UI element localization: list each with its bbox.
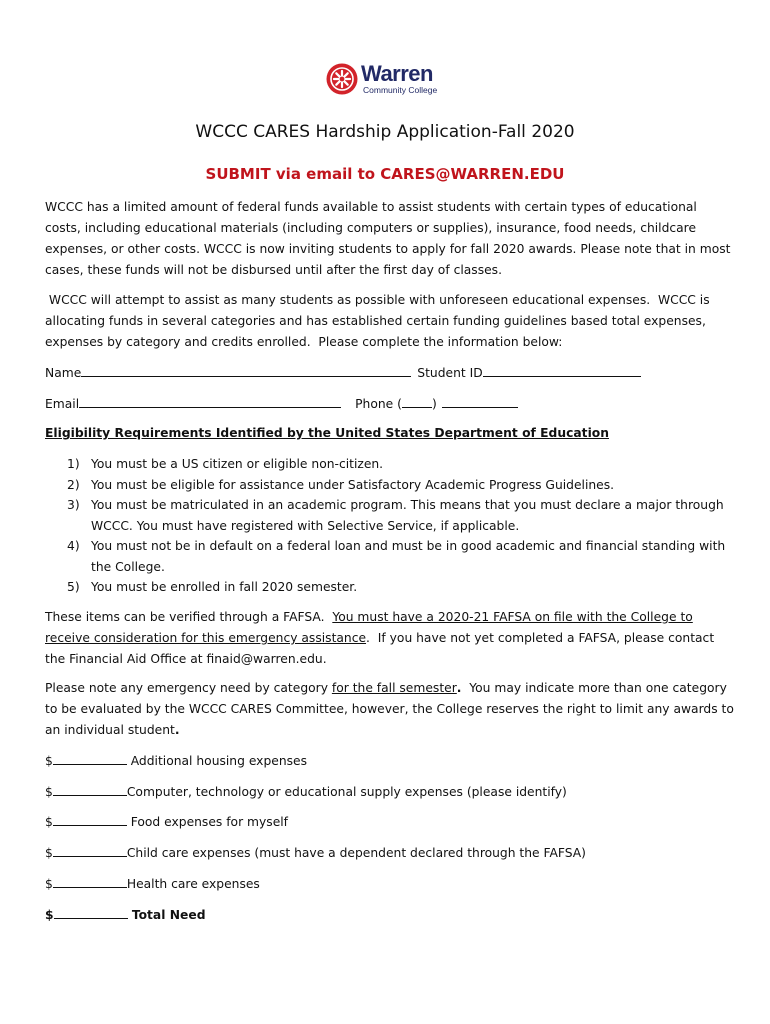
- expense-row-childcare: [45, 843, 586, 862]
- currency-symbol: $: [45, 815, 53, 829]
- email-field[interactable]: [79, 394, 341, 408]
- eligibility-heading: Eligibility Requirements Identified by the United States Department of Education: [45, 426, 609, 440]
- expense-label: Child care expenses (must have a dependent declared through the FAFSA): [126, 846, 586, 860]
- need-lead: Please note any emergency need by category: [45, 681, 332, 695]
- phone-label: Phone (: [355, 397, 402, 411]
- student-id-field[interactable]: [483, 363, 641, 377]
- expense-row-health: [45, 874, 260, 893]
- phone-number-field[interactable]: [442, 394, 518, 408]
- list-item: [45, 454, 735, 475]
- expense-label: Additional housing expenses: [126, 754, 307, 768]
- guidelines-paragraph: WCCC will attempt to assist as many students as possible with unforeseen educational expenses. WCCC is allocating funds in several categories and has established certain funding guidelines based total expenses, expenses by category and credits enrolled. Please complete the information below:: [45, 293, 714, 349]
- housing-amount-field[interactable]: [53, 751, 127, 765]
- need-end: .: [174, 723, 180, 737]
- phone-label-close: ): [431, 397, 437, 411]
- list-item-number: 1): [67, 457, 80, 471]
- need-tail: You may indicate more than one category to be evaluated by the WCCC CARES Committee, however, the College reserves the right to limit any awards to an individual student: [45, 681, 738, 737]
- list-item-number: 3): [67, 498, 80, 512]
- expense-row-total: [45, 905, 206, 924]
- list-item: [45, 536, 735, 577]
- need-paragraph: [45, 678, 738, 741]
- page-title: WCCC CARES Hardship Application-Fall 2020: [195, 122, 575, 142]
- name-field[interactable]: [81, 363, 411, 377]
- email-phone-row: [45, 394, 518, 413]
- currency-symbol: $: [45, 754, 53, 768]
- need-semester: for the fall semester: [331, 681, 457, 695]
- logo-subtitle: Community College: [363, 85, 438, 95]
- email-label: Email: [45, 397, 80, 411]
- phone-area-code-field[interactable]: [402, 394, 432, 408]
- fafsa-contact: . If you have not yet completed a FAFSA, please contact the Financial Aid Office at finaid@warren.edu.: [45, 631, 719, 666]
- list-item: [45, 577, 735, 598]
- expense-label: Health care expenses: [126, 877, 260, 891]
- logo-wordmark: Warren: [361, 61, 433, 86]
- submit-instruction: SUBMIT via email to CARES@WARREN.EDU: [205, 165, 565, 183]
- list-item-number: 4): [67, 539, 80, 553]
- list-item-text: You must be a US citizen or eligible non-citizen.: [91, 457, 384, 471]
- list-item-number: 5): [67, 580, 80, 594]
- fafsa-paragraph: [45, 607, 735, 670]
- currency-symbol: $: [45, 877, 53, 891]
- list-item-text: You must be enrolled in fall 2020 semester.: [91, 580, 358, 594]
- expense-row-housing: [45, 751, 307, 770]
- list-item-text: You must be matriculated in an academic program. This means that you must declare a major through WCCC. You must have registered with Selective Service, if applicable.: [91, 498, 724, 533]
- warren-star-icon: [325, 62, 359, 96]
- college-logo: [325, 62, 455, 102]
- childcare-amount-field[interactable]: [53, 843, 127, 857]
- need-period: .: [456, 681, 462, 695]
- name-label: Name: [45, 366, 82, 380]
- currency-symbol: $: [45, 846, 53, 860]
- expense-label: Computer, technology or educational supply expenses (please identify): [126, 785, 567, 799]
- student-id-label: Student ID: [417, 366, 483, 380]
- total-need-label: Total Need: [127, 908, 206, 922]
- currency-symbol: $: [45, 785, 53, 799]
- expense-label: Food expenses for myself: [126, 815, 289, 829]
- health-amount-field[interactable]: [53, 874, 127, 888]
- list-item: [45, 495, 735, 536]
- technology-amount-field[interactable]: [53, 782, 127, 796]
- expense-row-technology: [45, 782, 567, 801]
- total-need-field[interactable]: [54, 905, 128, 919]
- list-item-text: You must not be in default on a federal loan and must be in good academic and financial standing with the College.: [91, 539, 726, 574]
- expense-row-food: [45, 812, 288, 831]
- list-item-number: 2): [67, 477, 80, 492]
- name-student-id-row: [45, 363, 641, 382]
- intro-paragraph: WCCC has a limited amount of federal funds available to assist students with certain types of educational costs, including educational materials (including computers or supplies), insurance, food needs, childcare expenses, or other costs. WCCC is now inviting students to apply for fall 2020 awards. Please note that in most cases, these funds will not be disbursed until after the first day of classes.: [45, 200, 731, 277]
- food-amount-field[interactable]: [53, 812, 127, 826]
- fafsa-lead: These items can be verified through a FAFSA.: [45, 610, 333, 624]
- list-item-text: You must be eligible for assistance under Satisfactory Academic Progress Guidelines.: [91, 477, 615, 492]
- fafsa-requirement: You must have a 2020-21 FAFSA on file with the College to receive consideration for this emergency assistance: [45, 610, 693, 645]
- list-item: [45, 475, 735, 496]
- currency-symbol: $: [45, 908, 54, 922]
- eligibility-list: [45, 454, 735, 598]
